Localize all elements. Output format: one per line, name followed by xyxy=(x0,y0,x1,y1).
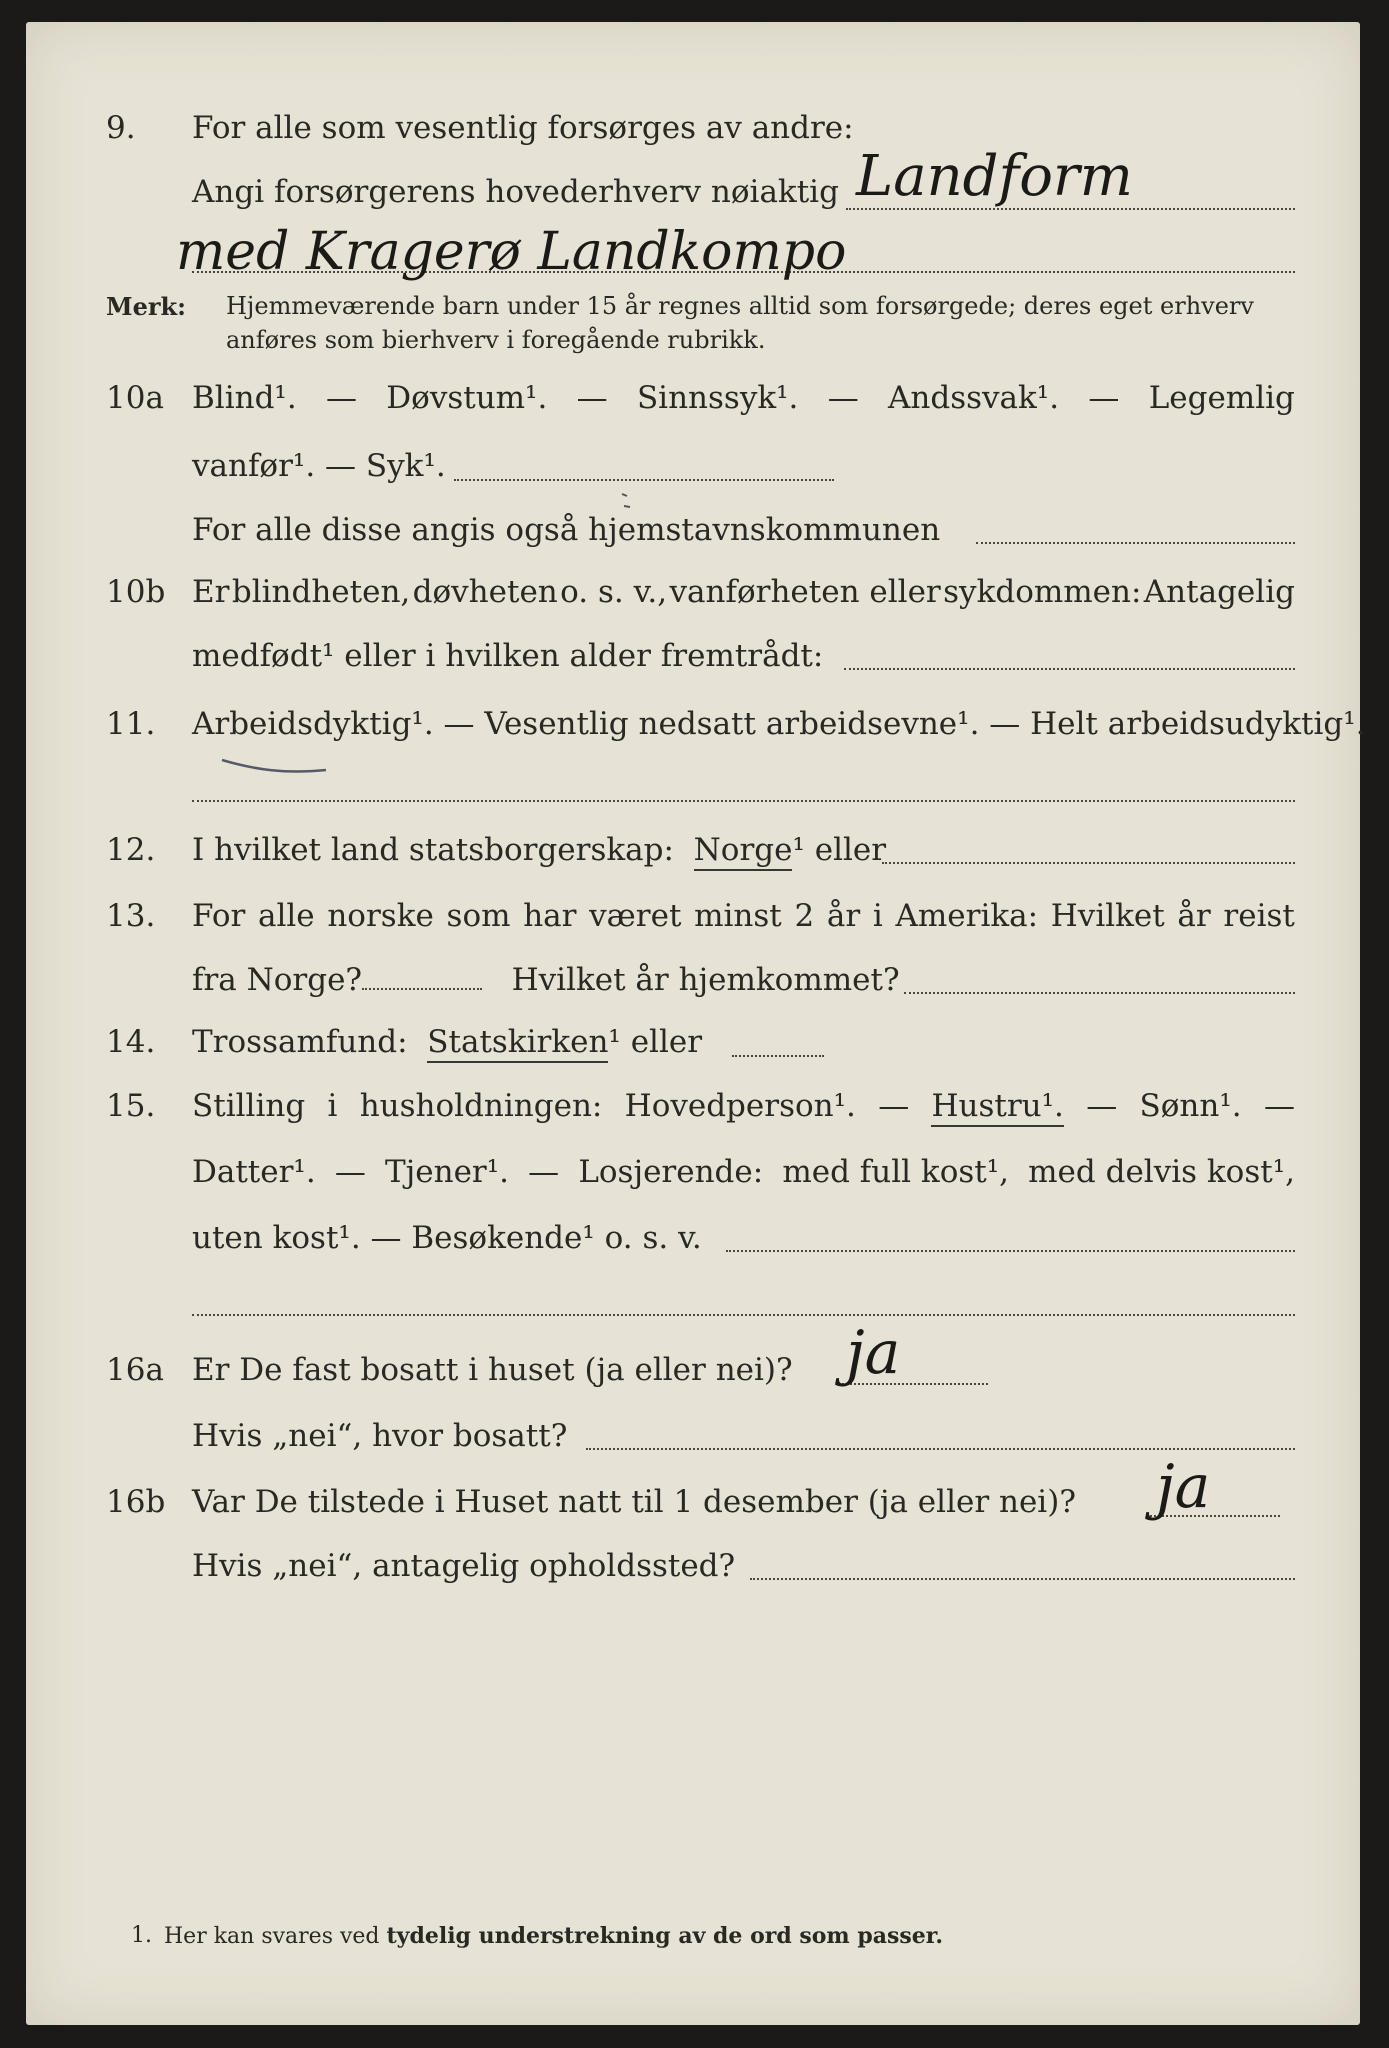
word: år xyxy=(826,898,861,934)
dash: — xyxy=(1088,380,1120,416)
q13-reist-answer-line xyxy=(362,987,482,990)
q10a-text3: For alle disse angis også hjemstavnskommunen xyxy=(192,512,941,548)
q15-number: 15. xyxy=(106,1088,156,1124)
word: alle xyxy=(257,898,315,934)
census-form-page xyxy=(26,22,1366,2025)
option-sonn: Sønn¹. xyxy=(1139,1088,1242,1124)
option-legemlig: Legemlig xyxy=(1148,380,1295,416)
q14-statskirken-underlined: Statskirken xyxy=(427,1024,608,1063)
option-hustru-underlined: Hustru¹. xyxy=(931,1088,1063,1127)
dash: — xyxy=(1263,1088,1295,1124)
q10a-hjemstavn-line xyxy=(976,542,1295,544)
dash: — xyxy=(1086,1088,1118,1124)
dash: — xyxy=(334,1154,366,1190)
word: For xyxy=(192,898,246,934)
option-sinnssyk: Sinnssyk¹. xyxy=(636,380,799,416)
q13-hjemkommet-answer-line xyxy=(904,992,1295,994)
word: Amerika: xyxy=(895,898,1039,934)
q10a-number: 10a xyxy=(106,380,164,416)
option-blind: Blind¹. xyxy=(192,380,297,416)
q10a-text2: vanfør¹. — Syk¹. xyxy=(192,448,446,484)
word: som xyxy=(446,898,511,934)
q10b-number: 10b xyxy=(106,574,166,610)
word: reist xyxy=(1223,898,1295,934)
dash: — xyxy=(576,380,608,416)
dash: — xyxy=(326,380,357,416)
q10b-answer-line xyxy=(844,668,1295,670)
q14-question: Trossamfund: xyxy=(192,1024,408,1060)
q13-text-row xyxy=(192,898,1295,934)
q11-text xyxy=(192,706,1366,742)
option-full-kost: med full kost¹, xyxy=(782,1154,1010,1190)
q16a-number: 16a xyxy=(106,1352,164,1388)
q15-text-row1 xyxy=(192,1088,1295,1127)
word: har xyxy=(523,898,577,934)
q16a-text2: Hvis „nei“, hvor bosatt? xyxy=(192,1418,568,1454)
q15-text3: uten kost¹. — Besøkende¹ o. s. v. xyxy=(192,1220,702,1256)
q16b-text2: Hvis „nei“, antagelig opholdssted? xyxy=(192,1548,736,1584)
word: minst xyxy=(694,898,782,934)
word: husholdningen: xyxy=(359,1088,603,1124)
q9-handwritten-answer1: Landform xyxy=(856,144,1133,209)
option-tjener: Tjener¹. xyxy=(384,1154,510,1190)
q9-text1: For alle som vesentlig forsørges av andre: xyxy=(192,110,854,146)
word: blindheten, xyxy=(231,574,411,610)
q10b-text2: medfødt¹ eller i hvilken alder fremtrådt: xyxy=(192,638,824,674)
q16a-bosatt-line xyxy=(586,1448,1295,1450)
q9-handwritten-answer2: med Kragerø Landkompo xyxy=(176,222,847,282)
q10b-text-row xyxy=(192,574,1295,610)
q16b-text1: Var De tilstede i Huset natt til 1 desember (ja eller nei)? xyxy=(192,1484,1076,1520)
option-delvis-kost: med delvis kost¹, xyxy=(1028,1154,1295,1190)
q14-number: 14. xyxy=(106,1024,156,1060)
q13-text2 xyxy=(192,962,900,998)
q14-text xyxy=(192,1024,702,1060)
q15-answer-line xyxy=(726,1250,1295,1252)
q11-rest: ¹. — Vesentlig nedsatt arbeidsevne¹. — Helt arbeidsudyktig¹. xyxy=(411,706,1366,742)
word: 2 xyxy=(794,898,815,934)
q12-number: 12. xyxy=(106,832,156,868)
word: Stilling xyxy=(192,1088,306,1124)
q13-number: 13. xyxy=(106,898,156,934)
footnote-text xyxy=(164,1923,943,1949)
q10a-answer-line xyxy=(454,478,834,481)
q11-arbeidsdyktig: Arbeidsdyktig xyxy=(192,706,412,742)
word: døvheten xyxy=(412,574,558,610)
q15-text-row2 xyxy=(192,1154,1295,1190)
q16b-opholdssted-line xyxy=(750,1578,1295,1580)
note-text2: anføres som bierhverv i foregående rubrikk. xyxy=(226,326,766,354)
option-datter: Datter¹. xyxy=(192,1154,316,1190)
q13-reist-question: fra Norge? xyxy=(192,962,363,998)
q14-answer-line xyxy=(732,1054,824,1057)
option-dovstum: Døvstum¹. xyxy=(386,380,548,416)
q11-number: 11. xyxy=(106,706,156,742)
word: Losjerende: xyxy=(578,1154,764,1190)
q9-text2: Angi forsørgerens hovederhverv nøiaktig xyxy=(192,174,839,210)
q11-answer-line xyxy=(192,800,1295,802)
dash: — xyxy=(827,380,859,416)
dash: — xyxy=(528,1154,560,1190)
q16a-text1: Er De fast bosatt i huset (ja eller nei)? xyxy=(192,1352,793,1388)
q16b-handwritten-answer: ja xyxy=(1156,1452,1211,1522)
footnote-bold: tydelig understrekning av de ord som passer. xyxy=(386,1923,944,1949)
word: sykdommen: xyxy=(943,574,1142,610)
q12-answer-line xyxy=(882,862,1295,864)
word: o. s. v., xyxy=(560,574,668,610)
word: norske xyxy=(327,898,434,934)
q9-number: 9. xyxy=(106,110,136,146)
footnote-plain: Her kan svares ved xyxy=(164,1924,380,1949)
dash: — xyxy=(878,1088,910,1124)
q12-text xyxy=(192,832,886,868)
q14-after: ¹ eller xyxy=(608,1024,703,1060)
arbeidsdyktig-pencil-underline xyxy=(222,760,326,772)
word: Antagelig xyxy=(1143,574,1295,610)
footnote-mark: 1. xyxy=(131,1923,152,1948)
q16b-number: 16b xyxy=(106,1484,166,1520)
q12-norge-underlined: Norge xyxy=(694,832,793,871)
word: i xyxy=(872,898,883,934)
q16a-handwritten-answer: ja xyxy=(846,1318,901,1388)
option-andssvak: Andssvak¹. xyxy=(888,380,1060,416)
q12-after: ¹ eller xyxy=(792,832,887,868)
note-text1: Hjemmeværende barn under 15 år regnes alltid som forsørgede; deres eget erhverv xyxy=(226,292,1254,320)
q13-hjemkommet-question: Hvilket år hjemkommet? xyxy=(511,962,900,998)
q10a-options-row xyxy=(192,380,1295,416)
word: Hvilket xyxy=(1050,898,1165,934)
word: Er xyxy=(192,574,230,610)
word: været xyxy=(589,898,682,934)
pencil-tick xyxy=(622,494,630,507)
word: vanførheten eller xyxy=(669,574,941,610)
option-hovedperson: Hovedperson¹. xyxy=(624,1088,856,1124)
note-label: Merk: xyxy=(106,292,186,321)
q15-extra-line xyxy=(192,1314,1295,1316)
q12-question: I hvilket land statsborgerskap: xyxy=(192,832,674,868)
word: i xyxy=(327,1088,338,1124)
word: år xyxy=(1177,898,1211,934)
